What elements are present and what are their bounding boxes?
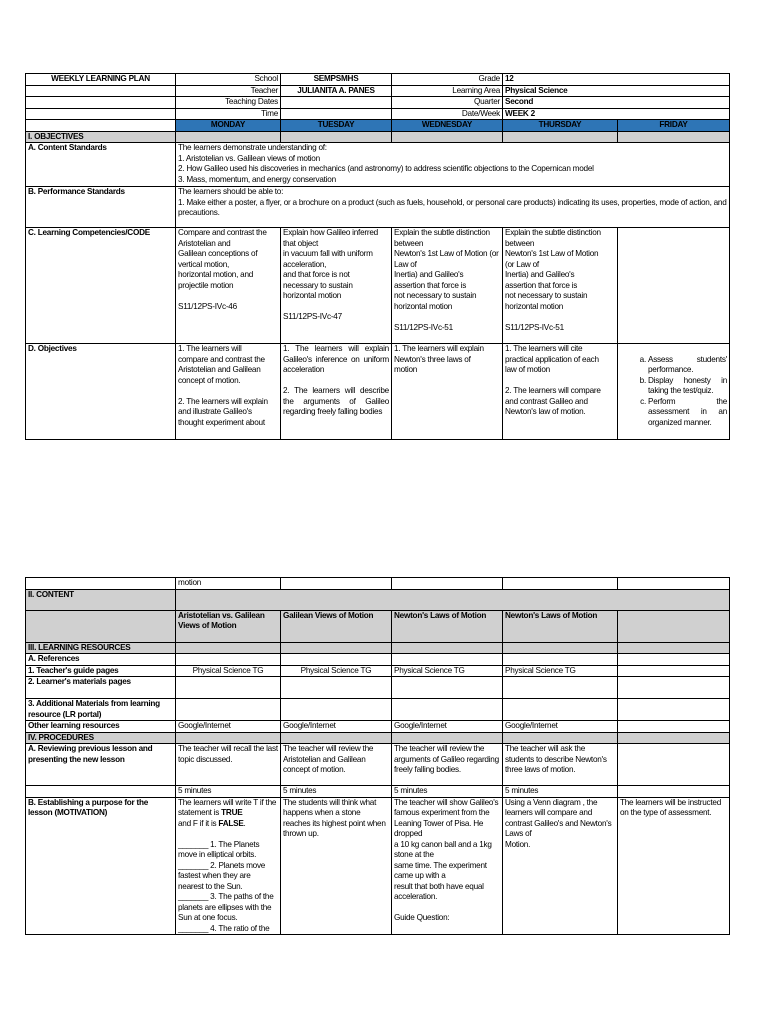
blank-cell: [26, 120, 176, 132]
quarter-value: Second: [503, 97, 730, 109]
blank-cell: [26, 578, 176, 590]
objective-thursday: 1. The learners will cite practical application of each law of motion 2. The learners will compare and contrast Galileo and Newton's law of motion.: [503, 344, 618, 440]
section-content: II. CONTENT: [26, 589, 176, 610]
quarter-label: Quarter: [392, 97, 503, 109]
blank-cell: [26, 786, 176, 798]
minutes-wednesday: 5 minutes: [392, 786, 503, 798]
true-keyword: TRUE: [221, 808, 243, 817]
performance-standards-label: B. Performance Standards: [26, 187, 176, 228]
reviewing-label: A. Reviewing previous lesson and presenting the new lesson: [26, 744, 176, 786]
review-wednesday: The teacher will review the arguments of Galileo regarding freely falling bodies.: [392, 744, 503, 786]
additional-materials-label: 3. Additional Materials from learning resource (LR portal): [26, 699, 176, 721]
purpose-monday-and: and F if it is: [178, 818, 219, 828]
blank-cell: [26, 108, 176, 120]
teacher-label: Teacher: [176, 85, 281, 97]
other-wednesday: Google/Internet: [392, 721, 503, 733]
weekly-plan-continued-table: [25, 577, 730, 935]
purpose-monday-intro: The learners will write T if the statement is: [178, 797, 277, 817]
topic-thursday: Newton's Laws of Motion: [503, 610, 618, 642]
competency-thursday: Explain the subtle distinction between Newton's 1st Law of Motion (or Law of Inertia) and Galileo's assertion that force is not necessary to sustain horizontal motion S11/12PS-IVc-51: [503, 228, 618, 344]
other-friday: [618, 721, 730, 733]
school-label: School: [176, 74, 281, 86]
minutes-tuesday: 5 minutes: [281, 786, 392, 798]
weekly-plan-header-table: [25, 73, 730, 440]
other-resources-label: Other learning resources: [26, 721, 176, 733]
learners-materials-label: 2. Learner's materials pages: [26, 677, 176, 699]
grade-label: Grade: [392, 74, 503, 86]
minutes-friday: [618, 786, 730, 798]
teacher-value: JULIANITA A. PANES: [281, 85, 392, 97]
tg-friday: [618, 665, 730, 677]
tg-wednesday: Physical Science TG: [392, 665, 503, 677]
plan-title: WEEKLY LEARNING PLAN: [26, 74, 176, 86]
day-header-tuesday: TUESDAY: [281, 120, 392, 132]
area-label: Learning Area: [392, 85, 503, 97]
day-header-friday: FRIDAY: [618, 120, 730, 132]
section-objectives: I. OBJECTIVES: [26, 131, 176, 143]
week-label: Date/Week: [392, 108, 503, 120]
friday-objective-item: a. Assess students' performance.: [648, 355, 727, 376]
purpose-thursday: Using a Venn diagram , the learners will compare and contrast Galileo's and Newton's Laws of Motion.: [503, 797, 618, 935]
objective-wednesday: 1. The learners will explain Newton's three laws of motion: [392, 344, 503, 440]
section-content-fill: [176, 589, 730, 610]
day-header-wednesday: WEDNESDAY: [392, 120, 503, 132]
other-tuesday: Google/Internet: [281, 721, 392, 733]
tg-thursday: Physical Science TG: [503, 665, 618, 677]
topic-friday: [618, 610, 730, 642]
tg-monday: Physical Science TG: [176, 665, 281, 677]
competency-tuesday: Explain how Galileo inferred that object in vacuum fall with uniform acceleration, and that force is not necessary to sustain horizontal motion S11/12PS-IVc-47: [281, 228, 392, 344]
dates-label: Teaching Dates: [176, 97, 281, 109]
competency-wednesday: Explain the subtle distinction between Newton's 1st Law of Motion (or Law of Inertia) and Galileo's assertion that force is not necessary to sustain horizontal motion S11/12PS-IVc-51: [392, 228, 503, 344]
competency-friday: [618, 228, 730, 344]
dates-value: [281, 97, 392, 109]
purpose-tuesday: The students will think what happens when a stone reaches its highest point when thrown up.: [281, 797, 392, 935]
time-label: Time: [176, 108, 281, 120]
purpose-monday-items: _______ 1. The Planets move in elliptical orbits. _______ 2. Planets move fastest when they are nearest to the Sun. _______ 3. The paths of the planets are ellipses with the Sun at one focus. _______ 4. The ratio of the: [178, 839, 274, 933]
other-monday: Google/Internet: [176, 721, 281, 733]
false-keyword: FALSE: [218, 818, 244, 828]
establishing-purpose-label: B. Establishing a purpose for the lesson (MOTIVATION): [26, 797, 176, 935]
blank-cell: [26, 610, 176, 642]
section-resources: III. LEARNING RESOURCES: [26, 642, 176, 654]
section-procedures: IV. PROCEDURES: [26, 732, 176, 744]
minutes-thursday: 5 minutes: [503, 786, 618, 798]
review-tuesday: The teacher will review the Aristotelian and Galilean concept of motion.: [281, 744, 392, 786]
review-thursday: The teacher will ask the students to describe Newton's three laws of motion.: [503, 744, 618, 786]
objective-tuesday: 1. The learners will explain Galileo's inference on uniform acceleration 2. The learners will describe the arguments of Galileo regarding freely falling bodies: [281, 344, 392, 440]
area-value: Physical Science: [503, 85, 730, 97]
objectives-label: D. Objectives: [26, 344, 176, 440]
minutes-monday: 5 minutes: [176, 786, 281, 798]
teachers-guide-label: 1. Teacher's guide pages: [26, 665, 176, 677]
time-value: [281, 108, 392, 120]
objective-friday: [618, 344, 730, 440]
school-value: SEMPSMHS: [281, 74, 392, 86]
topic-wednesday: Newton's Laws of Motion: [392, 610, 503, 642]
purpose-wednesday: The teacher will show Galileo's famous experiment from the Leaning Tower of Pisa. He dropped a 10 kg canon ball and a 1kg stone at the same time. The experiment came up with a result that both have equal acceleration. Guide Question:: [392, 797, 503, 935]
topic-tuesday: Galilean Views of Motion: [281, 610, 392, 642]
competencies-label: C. Learning Competencies/CODE: [26, 228, 176, 344]
topic-monday: Aristotelian vs. Galilean Views of Motion: [176, 610, 281, 642]
other-thursday: Google/Internet: [503, 721, 618, 733]
grade-value: 12: [503, 74, 730, 86]
performance-standards-text: The learners should be able to: 1. Make either a poster, a flyer, or a brochure on a product (such as fuels, household, or personal care products) indicating its uses, properties, mode of action, and precautions.: [176, 187, 730, 228]
day-header-monday: MONDAY: [176, 120, 281, 132]
day-header-thursday: THURSDAY: [503, 120, 618, 132]
purpose-friday: The learners will be instructed on the type of assessment.: [618, 797, 730, 935]
tg-tuesday: Physical Science TG: [281, 665, 392, 677]
friday-objective-item: c. Perform the assessment in an organized manner.: [648, 397, 727, 429]
week-value: WEEK 2: [503, 108, 730, 120]
references-label: A. References: [26, 654, 176, 666]
review-monday: The teacher will recall the last topic discussed.: [176, 744, 281, 786]
objective-monday: 1. The learners will compare and contrast the Aristotelian and Galilean concept of motion. 2. The learners will explain and illustrate Galileo's thought experiment about: [176, 344, 281, 440]
continued-text: motion: [176, 578, 281, 590]
friday-objective-item: b. Display honesty in taking the test/quiz.: [648, 376, 727, 397]
purpose-monday: The learners will write T if the statement is TRUE and F if it is FALSE. _______ 1. The Planets move in elliptical orbits. _______ 2. Planets move fastest when they are nearest to the Sun. _______ 3. The paths of the planets are ellipses with the Sun at one focus. _______ 4. The ratio of the: [176, 797, 281, 935]
content-standards-text: The learners demonstrate understanding of: 1. Aristotelian vs. Galilean views of motion 2. How Galileo used his discoveries in mechanics (and astronomy) to address scientific objections to the Copernican model 3. Mass, momentum, and energy conservation: [176, 143, 730, 187]
blank-cell: [26, 97, 176, 109]
competency-monday: Compare and contrast the Aristotelian and Galilean conceptions of vertical motion, horizontal motion, and projectile motion S11/12PS-IVc-46: [176, 228, 281, 344]
content-standards-label: A. Content Standards: [26, 143, 176, 187]
blank-cell: [26, 85, 176, 97]
review-friday: [618, 744, 730, 786]
